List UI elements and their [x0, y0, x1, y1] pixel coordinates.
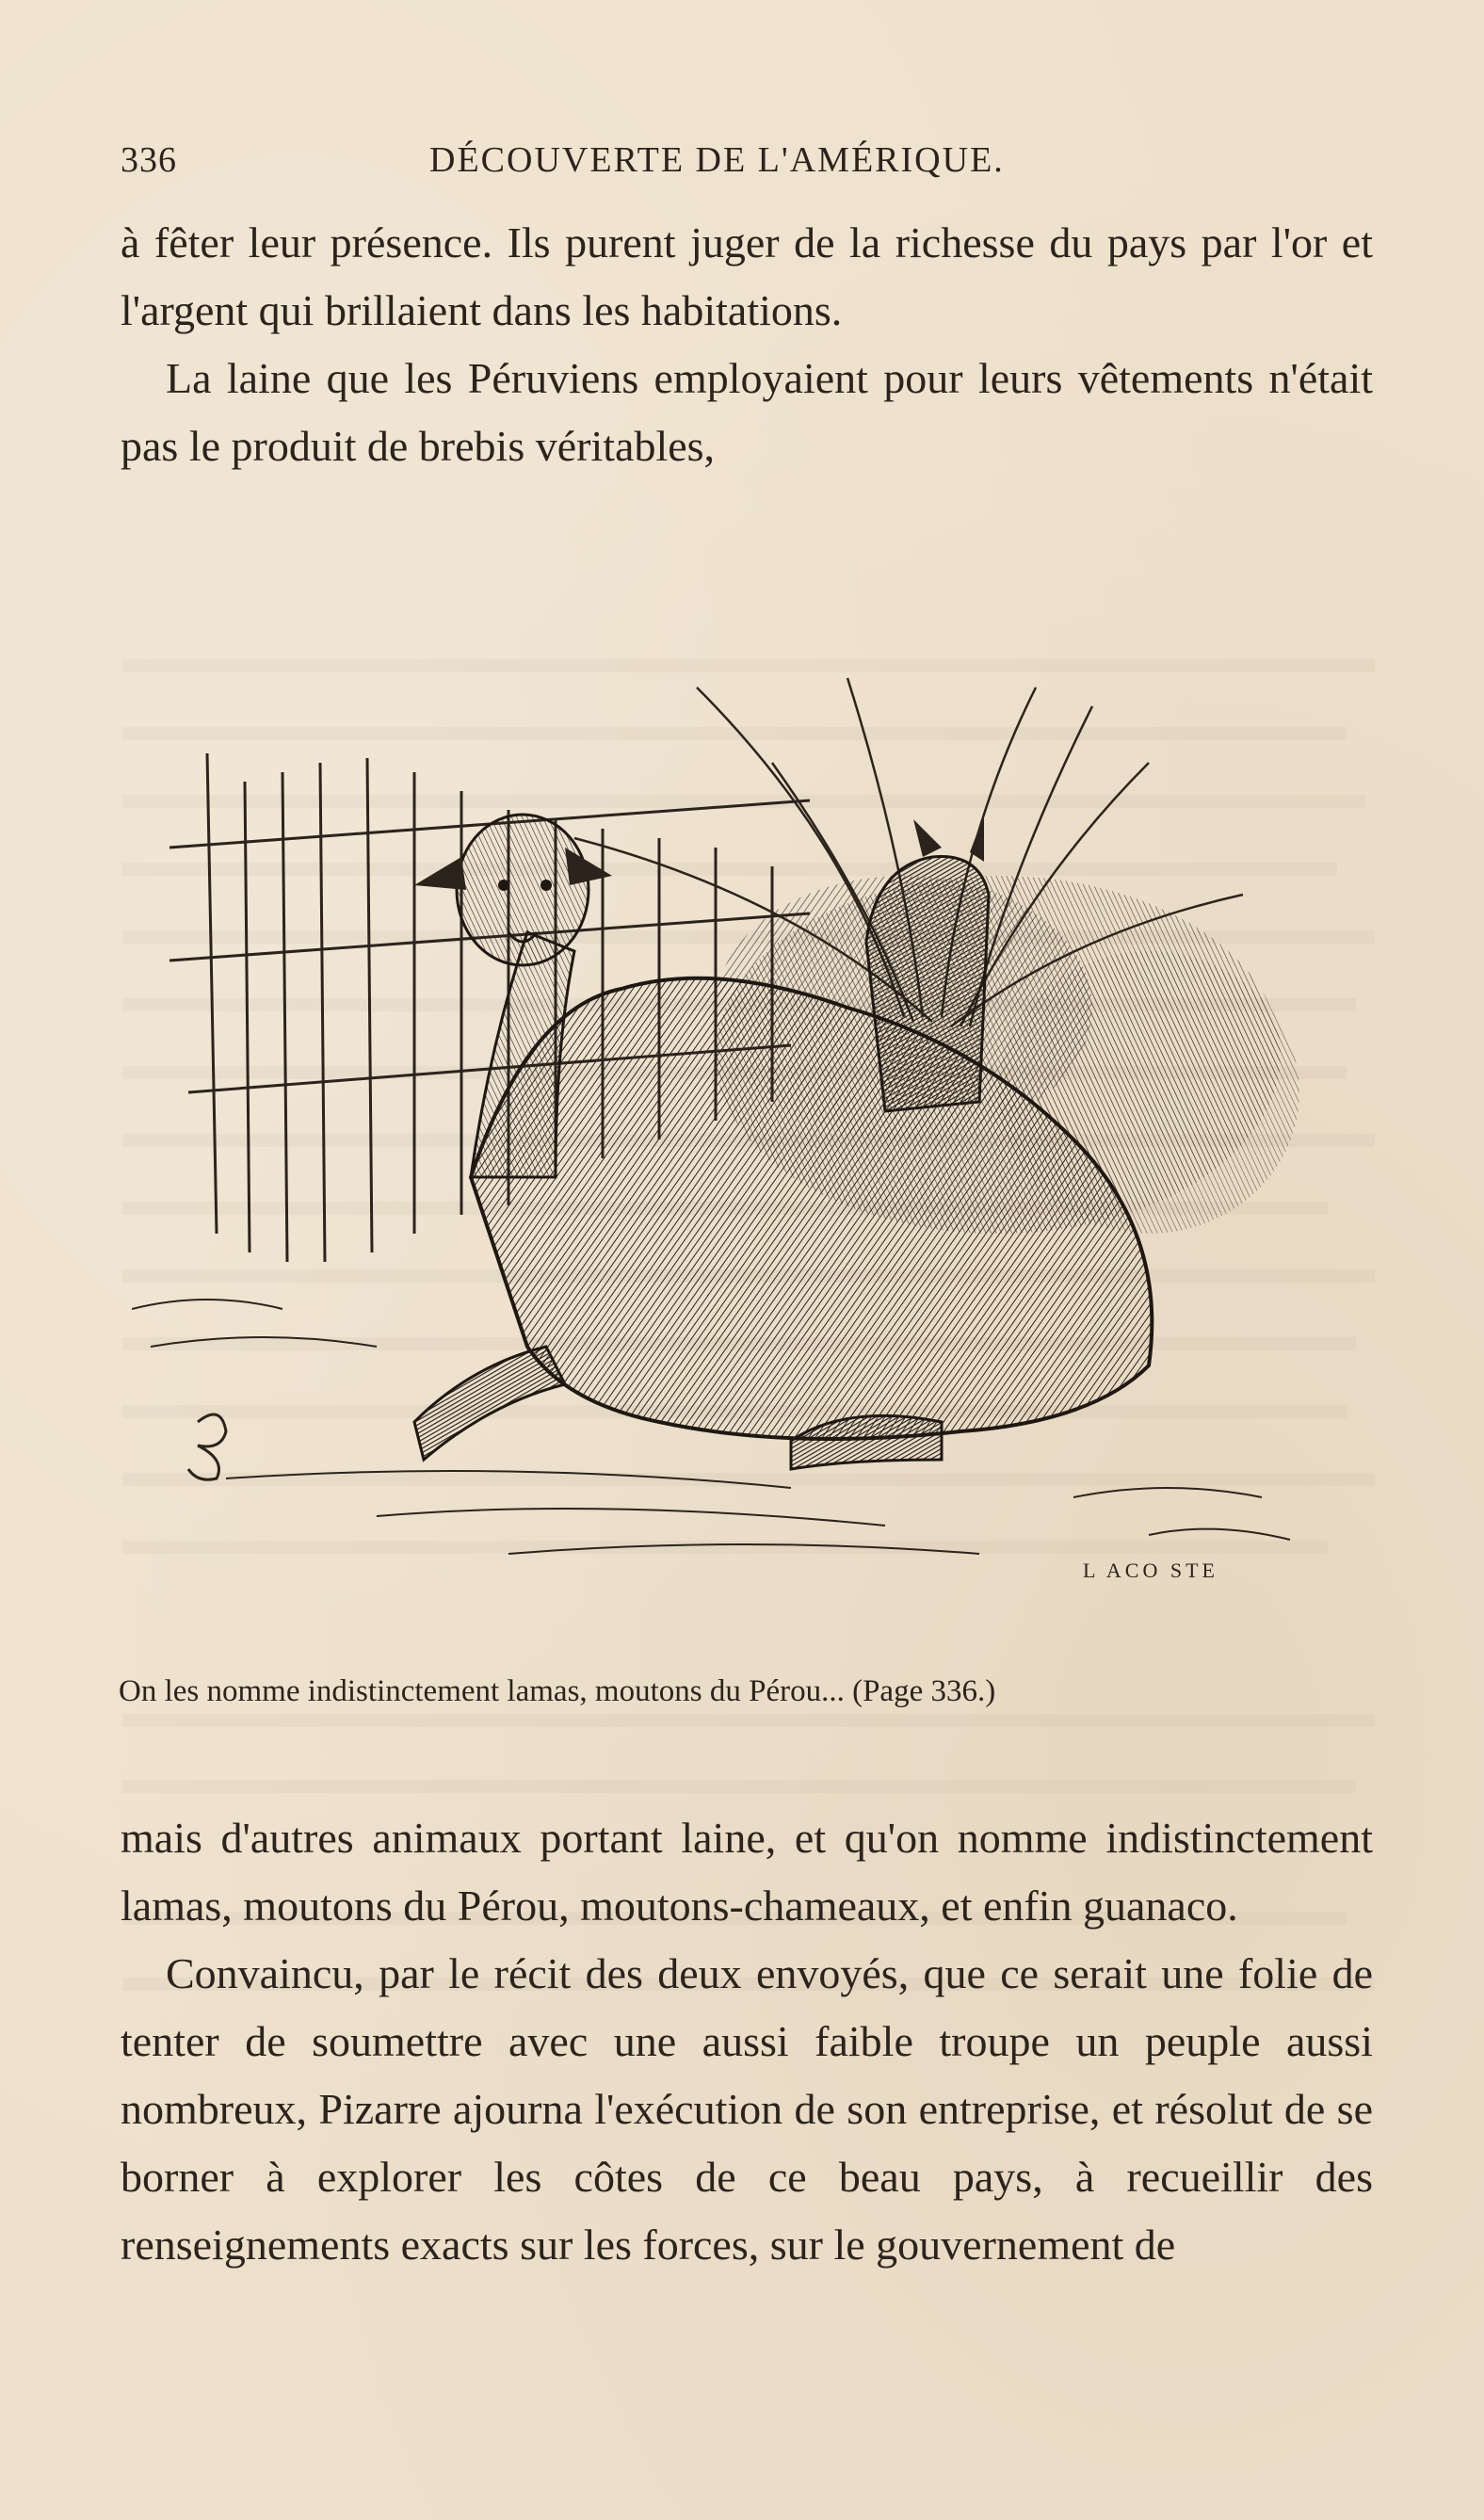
paragraph: Convaincu, par le récit des deux envoyés, que ce serait une folie de tenter de soumettre avec une aussi faible troupe un peuple aussi nombreux, Pizarre ajourna l'exécution de son entreprise, et résolut de se borner à explorer les côtes de ce beau pays, à recueillir des renseignements exacts sur les forces, sur le gouvernement de — [121, 1949, 1373, 2269]
paragraph: La laine que les Péruviens employaient pour leurs vêtements n'était pas le produit de brebis véritables, — [121, 354, 1373, 470]
engraver-monogram — [188, 1414, 226, 1479]
llama-engraving — [132, 650, 1356, 1610]
engraver-signature — [1083, 1559, 1218, 1582]
running-header — [121, 139, 1373, 188]
paragraph: mais d'autres animaux portant laine, et qu'on nomme indistinctement lamas, moutons du Pérou, moutons-chameaux, et enfin guanaco. — [121, 1814, 1373, 1930]
paragraph: à fêter leur présence. Ils purent juger de la richesse du pays par l'or et l'argent qui brillaient dans les habitations. — [121, 218, 1373, 334]
body-text-top — [121, 209, 1373, 480]
body-text-bottom — [121, 1804, 1373, 2279]
svg-text:L ACO STE: L ACO STE — [1083, 1559, 1218, 1582]
page-number: 336 — [121, 140, 177, 180]
running-title: DÉCOUVERTE DE L'AMÉRIQUE. — [429, 140, 1005, 180]
illustration-caption: On les nomme indistinctement lamas, moutons du Pérou... (Page 336.) — [119, 1674, 996, 1708]
